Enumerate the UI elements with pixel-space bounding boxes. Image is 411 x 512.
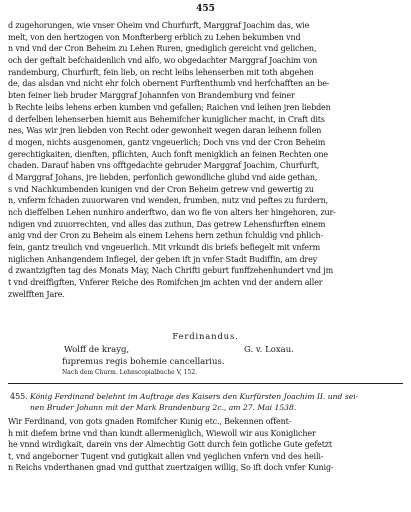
text-line: fein, gantz treulich vnd vngeuerlich. Mit vrkundt dis briefs befiegelt mit vnferm bbox=[8, 243, 321, 253]
text-line: s vnd Nachkumbenden kunigen vnd der Cron Beheim getrew vnd gewertig zu bbox=[8, 184, 314, 194]
text-line: melt, von den hertzogen von Monfterberg erblich zu Lehen bekumben vnd bbox=[8, 32, 301, 42]
text-line: och der geftalt befchaidenlich vnd alfo, wo obgedachter Marggraf Joachim von bbox=[8, 56, 318, 66]
text-line: d zugehorungen, wie vnser Oheim vnd Churfurft, Marggraf Joachim das, wie bbox=[8, 21, 310, 30]
text-line: d mogen, nichts ausgenomen, gantz vngeuerlich; Doch vns vnd der Cron Beheim bbox=[8, 137, 326, 147]
text-line: d Marggraf Johans, jre liebden, perfonlich gewondliche glubd vnd aide gethan, bbox=[8, 172, 318, 182]
section-divider bbox=[8, 383, 403, 384]
text-line: chaden. Darauf haben vns offtgedachte gebruder Marggraf Joachim, Churfurft, bbox=[8, 161, 320, 171]
page-number: 455 bbox=[196, 4, 215, 14]
text-line: nch dieffelben Lehen nunhiro anderftwo, dan wo fie von alters her hingehoren, zur- bbox=[8, 208, 336, 217]
text-line: de, das alsdan vnd nicht ehr folch obernent Furftenthumb vnd herfchafften an be- bbox=[8, 79, 330, 89]
signature-ferdinandus: Ferdinandus. bbox=[172, 332, 239, 342]
heading-line: König Ferdinand belehnt im Auftrage des Kaisers den Kurfürsten Joachim II. und sei- bbox=[30, 392, 359, 401]
text-line: n, vnferm fchaden zuuorwaren vnd wenden, frumben, nutz vnd peftes zu furdern, bbox=[8, 196, 328, 206]
document-number: 455. bbox=[10, 392, 28, 401]
text-line: b Rechte leibs lehens erben kumben vnd gefallen; Raichen vnd leihen jren liebden bbox=[8, 102, 331, 112]
text-line: niglichen Anhangendem Infiegel, der geben ift jn vnfer Stadt Budiffin, am drey bbox=[8, 254, 318, 264]
text-line: randemburg, Churfurft, fein lieb, on recht leibs lehenserben mit toth abgehen bbox=[8, 67, 314, 77]
signer-left: Wolff de krayg, bbox=[64, 345, 130, 355]
text-line: t vnd dreiffigften, Vnferer Reiche des Romifchen jm achten vnd der andern aller bbox=[8, 278, 323, 288]
charter-body-text bbox=[8, 20, 404, 301]
source-note: Nach dem Churm. Lehnscopialbuche V, 152. bbox=[62, 369, 198, 376]
signer-right: G. v. Loxau. bbox=[244, 345, 294, 355]
document-heading bbox=[30, 392, 406, 413]
text-line: zwelfften Jare. bbox=[8, 289, 65, 299]
text-line: t, vnd angeborner Tugent vnd gutigkait allen vnd yeglichen vnfern vnd des heili- bbox=[8, 451, 324, 461]
chancellor-title: fupremus regis bohemie cancellarius. bbox=[62, 357, 225, 367]
text-line: nes, Was wir jren liebden von Recht oder gewonheit wegen daran leihenn follen bbox=[8, 126, 322, 136]
text-line: n vnd vnd der Cron Beheim zu Lehen Ruren, gnediglich gereicht vnd gelichen, bbox=[8, 44, 317, 54]
text-line: anig vnd der Cron zu Beheim als einem Lehens hern zethun fchuldig vnd phlich- bbox=[8, 231, 324, 241]
text-line: Wir Ferdinand, von gots gnaden Romifcher Kunig etc., Bekennen offent- bbox=[8, 417, 292, 426]
text-line: gerechtigkaiten, dienften, pflichten, Auch fonft menigklich an feinen Rechten one bbox=[8, 149, 328, 159]
text-line: d derfelben lehenserben hiemit aus Behemifcher kuniglicher macht, in Craft dits bbox=[8, 114, 325, 124]
text-line: bten feiner lieb bruder Marggraf Johannfen von Brandemburg vnd feiner bbox=[8, 91, 295, 101]
heading-line: nen Bruder Johann mit der Mark Brandenburg 2c., am 27. Mai 1538. bbox=[30, 402, 297, 412]
text-line: n Reichs vnderthanen gnad vnd gutthat zuertzaigen willig, So ift doch vnfer Kunig- bbox=[8, 463, 334, 472]
text-line: ndigen vnd zuuorrechten, vnd alles das zuthun, Das getrew Lehensfurften einem bbox=[8, 219, 326, 229]
text-line: he vnnd wirdigkait, darein vns der Almechtig Gott durch fein gotliche Gute gefetzt bbox=[8, 440, 332, 449]
document-body-text bbox=[8, 416, 404, 474]
text-line: d zwantzigften tag des Monats May, Nach Chrifti geburt funffzehenhundert vnd jm bbox=[8, 266, 334, 276]
text-line: h mit diefem brine vnd than kundt allermeniglich, Wiewoll wir aus Koniglicher bbox=[8, 428, 316, 438]
